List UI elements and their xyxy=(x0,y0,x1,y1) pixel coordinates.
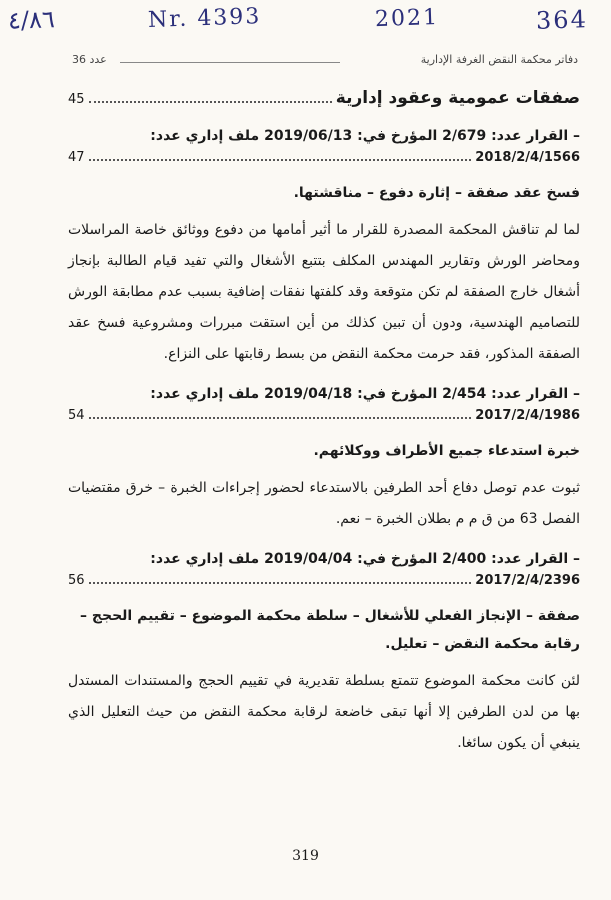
leader-dots xyxy=(89,91,332,103)
keywords: فسخ عقد صفقة – إثارة دفوع – مناقشتها. xyxy=(293,185,580,201)
leader-dots xyxy=(89,574,472,584)
page-number: 319 xyxy=(292,848,319,864)
section-title: صفقات عمومية وعقود إدارية xyxy=(335,88,580,108)
section-page: 45 xyxy=(68,92,85,107)
summary: لما لم تناقش المحكمة المصدرة للقرار ما أثير أمامها من دفوع ووثائق خاصة المراسلات ومحاضر الورش وتقارير المهندس المكلف بتتبع الأشغال والتي تفيد قيام الطالبة بإنجاز أشغال خارج الصفقة لم تكن متوقعة وقد كلفتها نفقات إضافية بسبب عدم مطابقة الورش للتصاميم الهندسية، ودون أن تبين كذلك من أين استقت مبررات ومشروعية فسخ عقد الصفقة المذكور، فقد حرمت محكمة النقض من بسط رقابتها على النزاع. xyxy=(68,222,580,362)
file-number: 2018/2/4/1566 xyxy=(475,150,580,165)
entry xyxy=(68,380,580,535)
entry xyxy=(68,122,580,370)
handwritten-note: Nr. 4393 xyxy=(147,4,262,33)
file-line xyxy=(68,573,580,588)
summary: لئن كانت محكمة الموضوع تتمتع بسلطة تقديرية في تقييم الحجج والمستندات المستدل بها من لدن الطرفين إلا أنها تبقى خاضعة لرقابة محكمة النقض من حيث التعليل الذي ينبغي أن يكون سائغا. xyxy=(68,673,580,751)
summary: ثبوت عدم توصل دفاع أحد الطرفين بالاستدعاء لحضور إجراءات الخبرة – خرق مقتضيات الفصل 63 من ق م م بطلان الخبرة – نعم. xyxy=(68,480,580,527)
decision-reference: – القرار عدد: 2/454 المؤرخ في: 2019/04/18 ملف إداري عدد: xyxy=(150,386,580,402)
handwritten-note: 2021 xyxy=(374,4,440,33)
main-content xyxy=(68,88,580,769)
section-heading xyxy=(68,88,580,108)
entry-page: 47 xyxy=(68,150,85,165)
entry xyxy=(68,545,580,759)
keywords: خبرة استدعاء جميع الأطراف ووكلائهم. xyxy=(313,443,580,459)
file-number: 2017/2/4/1986 xyxy=(475,408,580,423)
handwritten-note: 364 xyxy=(535,5,589,35)
issue-number: عدد 36 xyxy=(72,53,107,66)
running-header xyxy=(72,53,578,71)
keywords: صفقة – الإنجاز الفعلي للأشغال – سلطة محكمة الموضوع – تقييم الحجج – رقابة محكمة النقض – تعليل. xyxy=(80,608,580,652)
leader-dots xyxy=(89,409,472,419)
decision-reference: – القرار عدد: 2/679 المؤرخ في: 2019/06/13 ملف إداري عدد: xyxy=(150,128,580,144)
journal-title: دفاتر محكمة النقض الغرفة الإدارية xyxy=(420,53,578,66)
decision-reference: – القرار عدد: 2/400 المؤرخ في: 2019/04/04 ملف إداري عدد: xyxy=(150,551,580,567)
file-number: 2017/2/4/2396 xyxy=(475,573,580,588)
entry-page: 54 xyxy=(68,408,85,423)
file-line xyxy=(68,150,580,165)
header-rule xyxy=(120,62,340,63)
leader-dots xyxy=(89,151,472,161)
file-line xyxy=(68,408,580,423)
handwritten-note: ٤/٨٦ xyxy=(7,5,56,35)
entry-page: 56 xyxy=(68,573,85,588)
